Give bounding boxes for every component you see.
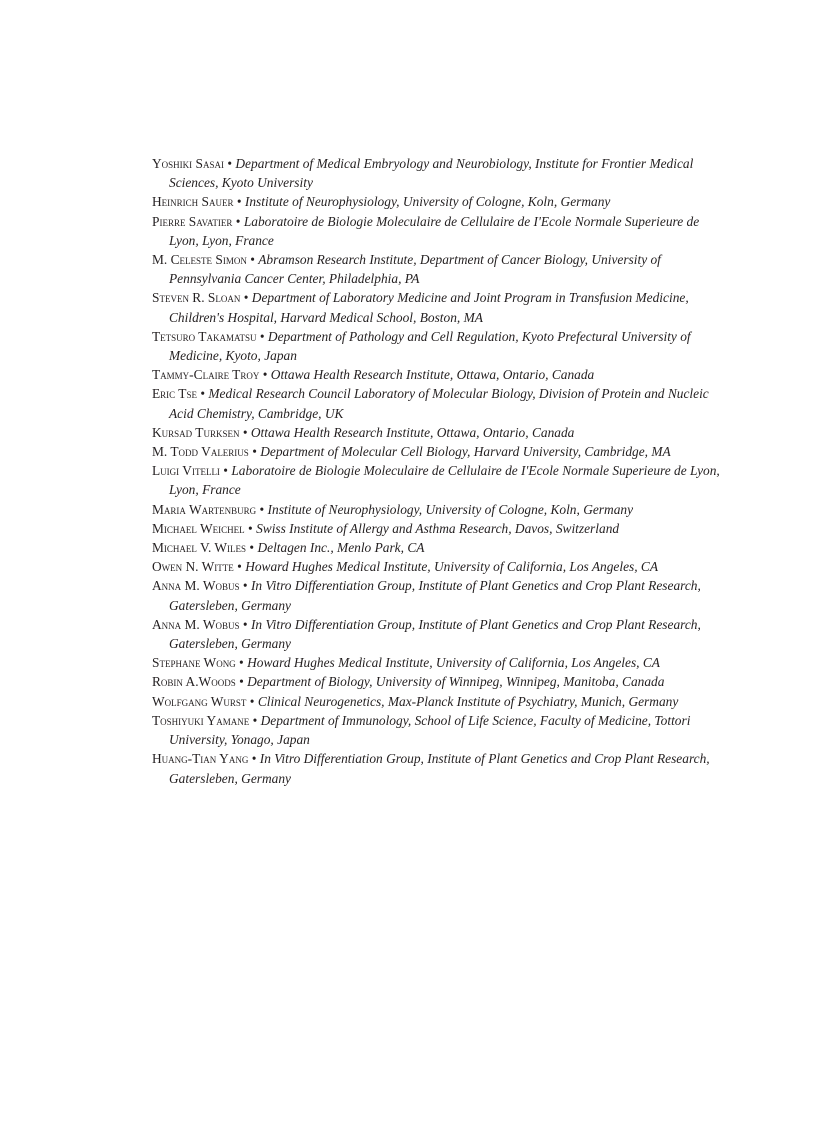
contributor-name: Stephane Wong xyxy=(152,655,236,671)
contributor-affiliation: Department of Biology, University of Winnipeg, Winnipeg, Manitoba, Canada xyxy=(247,674,665,690)
bullet-separator: • xyxy=(242,578,248,594)
contributor-affiliation: Deltagen Inc., Menlo Park, CA xyxy=(257,540,425,556)
contributor-entry xyxy=(152,250,732,288)
bullet-separator: • xyxy=(249,540,255,556)
bullet-separator: • xyxy=(227,156,233,171)
bullet-separator: • xyxy=(239,674,244,690)
contributor-affiliation: Department of Pathology and Cell Regulation, Kyoto Prefectural University of Medicine, Kyoto, Japan xyxy=(169,328,691,364)
contributor-entry xyxy=(152,288,732,326)
contributor-name: Tammy-Claire Troy xyxy=(152,367,260,383)
contributor-name: Owen N. Witte xyxy=(152,559,234,575)
contributor-entry xyxy=(152,192,732,211)
contributor-entry xyxy=(152,557,732,576)
contributor-entry xyxy=(152,538,732,557)
contributor-affiliation: Howard Hughes Medical Institute, University of California, Los Angeles, CA xyxy=(247,655,660,671)
contributor-entry xyxy=(152,442,732,461)
contributor-name: Wolfgang Wurst xyxy=(152,693,247,709)
contributor-entry xyxy=(152,212,732,250)
contributor-entry xyxy=(152,519,732,538)
contributor-name: Pierre Savatier xyxy=(152,213,233,229)
contributor-affiliation: Medical Research Council Laboratory of Molecular Biology, Division of Protein and Nucleic Acid Chemistry, Cambridge, UK xyxy=(169,386,709,421)
contributor-entry xyxy=(152,692,732,711)
contributor-name: Eric Tse xyxy=(152,386,197,402)
bullet-separator: • xyxy=(223,463,228,479)
bullet-separator: • xyxy=(243,290,249,306)
contributor-affiliation: Clinical Neurogenetics, Max-Planck Institute of Psychiatry, Munich, Germany xyxy=(257,693,679,709)
contributor-name: M. Celeste Simon xyxy=(152,252,247,268)
contributor-entry xyxy=(152,749,732,787)
contributor-name: Luigi Vitelli xyxy=(152,463,220,479)
contributor-name: Anna M. Wobus xyxy=(152,616,240,632)
contributor-affiliation: Laboratoire de Biologie Moleculaire de Cellulaire de I'Ecole Normale Superieure de Lyon, Lyon, France xyxy=(169,213,700,248)
bullet-separator: • xyxy=(252,712,258,728)
bullet-separator: • xyxy=(200,386,206,402)
contributor-affiliation: Institute of Neurophysiology, University of Cologne, Koln, Germany xyxy=(244,194,611,210)
contributor-affiliation: Ottawa Health Research Institute, Ottawa, Ontario, Canada xyxy=(270,367,595,383)
contributor-entry xyxy=(152,711,732,749)
contributor-entry xyxy=(152,461,732,499)
contributor-affiliation: Department of Medical Embryology and Neurobiology, Institute for Frontier Medical Sciences, Kyoto University xyxy=(169,156,694,191)
contributor-affiliation: Abramson Research Institute, Department of Cancer Biology, University of Pennsylvania Cancer Center, Philadelphia, PA xyxy=(169,252,661,287)
contributor-affiliation: In Vitro Differentiation Group, Institute of Plant Genetics and Crop Plant Research, Gatersleben, Germany xyxy=(169,578,701,613)
contributor-entry xyxy=(152,365,732,384)
contributor-affiliation: Ottawa Health Research Institute, Ottawa, Ontario, Canada xyxy=(250,424,575,440)
contributor-affiliation: Department of Molecular Cell Biology, Harvard University, Cambridge, MA xyxy=(260,444,671,460)
contributor-affiliation: In Vitro Differentiation Group, Institute of Plant Genetics and Crop Plant Research, Gatersleben, Germany xyxy=(169,616,701,652)
contributor-entry xyxy=(152,423,732,442)
contributor-name: Kursad Turksen xyxy=(152,424,240,440)
bullet-separator: • xyxy=(251,751,257,767)
bullet-separator: • xyxy=(259,328,265,344)
contributor-affiliation: Swiss Institute of Allergy and Asthma Research, Davos, Switzerland xyxy=(256,520,620,536)
bullet-separator: • xyxy=(237,559,242,575)
contributor-list xyxy=(152,154,732,788)
contributor-entry xyxy=(152,500,732,519)
contributor-name: Michael Weichel xyxy=(152,520,245,536)
contributor-name: Tetsuro Takamatsu xyxy=(152,328,257,344)
bullet-separator: • xyxy=(250,252,255,268)
contributor-entry xyxy=(152,154,732,192)
contributor-affiliation: In Vitro Differentiation Group, Institute of Plant Genetics and Crop Plant Research, Gatersleben, Germany xyxy=(169,751,710,786)
contributor-affiliation: Department of Laboratory Medicine and Joint Program in Transfusion Medicine, Children's Hospital, Harvard Medical School, Boston, MA xyxy=(169,290,689,325)
contributor-name: Steven R. Sloan xyxy=(152,290,241,306)
contributor-entry xyxy=(152,615,732,653)
contributor-name: Yoshiki Sasai xyxy=(152,156,224,171)
bullet-separator: • xyxy=(235,213,241,229)
bullet-separator: • xyxy=(249,693,255,709)
contributor-entry xyxy=(152,672,732,691)
contributor-affiliation: Institute of Neurophysiology, University of Cologne, Koln, Germany xyxy=(267,501,634,517)
bullet-separator: • xyxy=(248,520,253,536)
bullet-separator: • xyxy=(259,501,265,517)
contributor-name: Huang-Tian Yang xyxy=(152,751,249,767)
contributor-name: Michael V. Wiles xyxy=(152,540,247,556)
contributor-name: M. Todd Valerius xyxy=(152,444,249,460)
contributor-name: Robin A.Woods xyxy=(152,674,236,690)
contributor-affiliation: Howard Hughes Medical Institute, University of California, Los Angeles, CA xyxy=(245,559,659,575)
contributor-entry xyxy=(152,327,732,365)
contributor-affiliation: Laboratoire de Biologie Moleculaire de Cellulaire de I'Ecole Normale Superieure de Lyon, Lyon, France xyxy=(169,463,720,498)
bullet-separator: • xyxy=(242,616,248,632)
contributor-entry xyxy=(152,653,732,672)
bullet-separator: • xyxy=(242,424,248,440)
contributor-name: Maria Wartenburg xyxy=(152,501,257,517)
bullet-separator: • xyxy=(236,194,242,210)
bullet-separator: • xyxy=(252,444,257,460)
contributor-name: Anna M. Wobus xyxy=(152,578,240,594)
contributor-entry xyxy=(152,576,732,614)
bullet-separator: • xyxy=(239,655,244,671)
bullet-separator: • xyxy=(262,367,268,383)
contributor-name: Toshiyuki Yamane xyxy=(152,712,250,728)
contributor-affiliation: Department of Immunology, School of Life Science, Faculty of Medicine, Tottori University, Yonago, Japan xyxy=(169,712,691,748)
contributor-name: Heinrich Sauer xyxy=(152,194,234,210)
contributor-entry xyxy=(152,384,732,422)
